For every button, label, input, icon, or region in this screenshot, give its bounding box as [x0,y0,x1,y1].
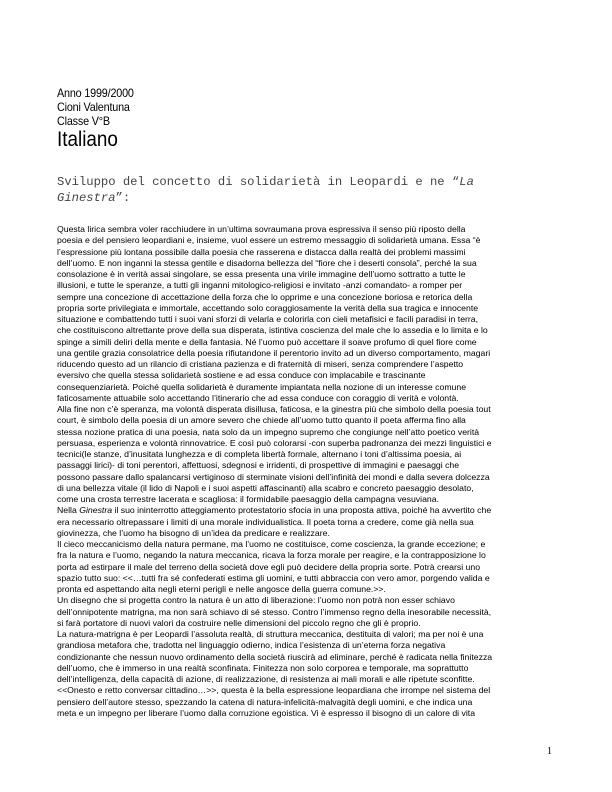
essay-title-work-part1: La [459,175,474,189]
page-number: 1 [547,746,552,757]
body-line: che costituiscono altrettante prove della sua disperata, istintiva coscienza del male che lo assedia e lo limita e lo [57,325,488,336]
body-line: faticosamente attuabile solo accettando l’itinerario che ad essa conduce con coraggio di verità e volontà. [57,392,459,403]
body-line: riducendo questo ad un rilancio di cristiana pazienza e di fraternità di miseri, senza comprendere l’aspetto [57,359,464,369]
body-line: sempre una concezione di accettazione della forza che lo opprime e una concezione boriosa e retorica della [57,291,473,302]
body-line: una gentile grazia consolatrice della poesia rifiutandone il perentorio invito ad un diverso comportamento, magari [57,347,491,358]
school-year: Anno 1999/2000 [57,86,134,100]
body-line: persuasa, esperienza e volontà rinnovatrice. E così può colorarsi -con superba padronanza dei mezzi linguistici e [57,437,492,448]
body-line: era necessario oltrepassare i limiti di una morale individualistica. Il poeta torna a credere, come già nella sua [57,516,474,527]
body-line: situazione e combattendo tutti i suoi vani sforzi di velarla e colorirla con cieli metafisici e facili paradisi in terra, [57,314,479,324]
body-line: grandiosa metafora che, tradotta nel linguaggio odierno, indica l’esistenza di un’eterna forza negativa [57,640,446,651]
body-line: giovinezza, che l’uomo ha bisogno di un’idea da predicare e realizzare. [57,527,330,538]
body-line: poesia e del pensiero leopardiani e, insieme, vuol essere un estremo messaggio di solidarietà umana. Essa “è [57,235,481,246]
body-line: Alla fine non c’è speranza, ma volontà disperata disillusa, faticosa, e la ginestra più che simbolo della poesia tout [57,404,491,414]
document-header [57,86,357,151]
body-line: consolazione è in verità assai singolare, se essa presenta una virile immagine dell’uomo sottratto a tutte le [57,269,466,279]
body-line: spazio tutto suo: <<…tutti fra sé confederati estima gli uomini, e tutti abbraccia con vero amor, porgendo valida e [57,572,490,583]
body-line: spinge a simili deliri della mente e della fantasia. Né l’uomo può accettare il soave profumo di quel fiore come [57,336,477,347]
body-line: illusioni, e tutte le speranze, a tutti gli inganni mitologico-religiosi e invitato -anzi comandato- a romper per [57,280,463,291]
body-line: possono passare dallo spalancarsi vertiginoso di sterminate visioni dell’infinità dei mondi e dalla severa dolcezza [57,471,490,482]
body-line: Nella Ginestra il suo ininterrotto atteggiamento protestatorio sfocia in una proposta attiva, poiché ha avvertito che [57,505,492,516]
body-line: pensiero dell’autore stesso, spezzando la catena di natura-infelicità-malvagità degli uomini, e che indica una [57,696,473,707]
essay-title [57,174,557,206]
body-line: Un disegno che si progetta contro la natura è un atto di liberazione: l’uomo non potrà non esser schiavo [57,595,455,606]
body-line: tecnici(le stanze, d’inusitata lunghezza e di completa libertà formale, alternano i toni d’altissima poesia, ai [57,449,462,459]
body-line: fra la natura e l’uomo, negando la natura meccanica, ricava la forza morale per reagire, e la contrapposizione lo [57,550,486,561]
essay-title-line-2: Ginestra”: [57,191,131,205]
body-line: dell’uomo. E non inganni la stessa gentile e disadorna bellezza del “fiore che i deserti consola”, perché la sua [57,257,477,268]
body-line: dell’uomo, che è immerso in una realtà sconfinata. Finitezza non solo corporea e temporale, ma soprattutto [57,662,469,673]
essay-body [57,224,557,719]
body-line: consequenziarietà. Poiché quella solidarietà è duramente impiantata nella nozione di un interesse comune [57,381,467,392]
body-line: porta ad estirpare il male del terreno della società dove egli può decidere della propria sorte. Potrà crearsi uno [57,561,481,572]
body-line: l’espressione più lontana possibile dalla poesia che rasserena e distacca dalla realtà dei problemi massimi [57,246,466,257]
body-line: <<Onesto e retto conversar cittadino…>>, questa è la bella espressione leopardiana che irrompe nel sistema del [57,685,491,696]
body-line: si farà portatore di nuovi valori da costruire nelle dimensioni del piccolo regno che gli è proprio. [57,617,421,628]
subject-title: Italiano [57,128,118,151]
class-label: Classe V°B [57,114,110,128]
body-line: dell’intelligenza, della capacità di azione, di realizzazione, di resistenza ai mali morali e alle ripetute sconfitte. [57,674,475,684]
body-line: dell’onnipotente matrigna, ma non sarà schiavo di sé stesso. Contro l’immenso regno della inesorabile necessità, [57,606,492,617]
body-line: pronta ed aspettando aita negli eterni perigli e nelle angosce della guerra comune.>>. [57,584,386,594]
body-line: eversivo che quella stessa solidarietà sostiene e ad essa conduce con implacabile e trascinante [57,370,426,381]
body-line: come una crosta terrestre lacerata e scagliosa: il formidabile paesaggio della campagna vesuviana. [57,494,439,504]
body-line: meta e un impegno per liberare l’uomo dalla corruzione egoistica. Vi è espresso il bisogno di un calore di vita [57,707,476,718]
essay-title-work-part2: Ginestra [57,191,116,205]
body-line: Il cieco meccanicismo della natura permane, ma l’uomo ne costituisce, come coscienza, la grande eccezione; e [57,539,486,549]
body-line: Questa lirica sembra voler racchiudere in un’ultima sovraumana prova espressiva il senso più riposto della [57,224,466,234]
body-line: court, è simbolo della poesia di un amore severo che chiede all’uomo tutto quanto il poeta afferma fino alla [57,415,466,426]
body-line: propria sorte privilegiata e immortale, accettando solo coraggiosamente la verità della sua tragica e innocente [57,302,479,313]
essay-title-line-1: Sviluppo del concetto di solidarietà in Leopardi e ne “La [57,175,474,189]
body-line: condizionante che nessun nuovo ordinamento della società riuscirà ad eliminare, perché è radicata nella finitezza [57,651,493,662]
body-line: stessa nozione pratica di una poesia, nata solo da un impegno supremo che congiunge nell’atto poetico verità [57,426,480,437]
body-line: La natura-matrigna è per Leopardi l’assoluta realtà, di struttura meccanica, destituita di valori; ma per noi è una [57,629,484,639]
body-line: di una bellezza vitale (il lido di Napoli e i suoi aspetti affascinanti) alla scabro e concreto paesaggio desolato, [57,482,474,493]
student-name: Cioni Valentuna [57,100,130,114]
body-line: passaggi lirici)- di toni perentori, affettuosi, sdegnosi e irridenti, di prospettive di immagini e paesaggi che [57,460,460,471]
